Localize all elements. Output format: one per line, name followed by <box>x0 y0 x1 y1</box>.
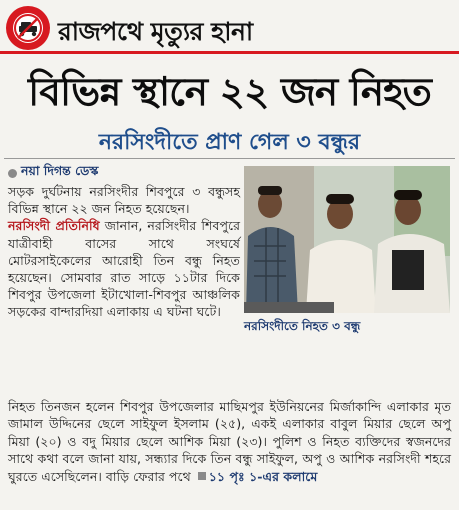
square-bullet-icon <box>198 472 206 480</box>
road-accident-logo-icon <box>6 6 50 50</box>
byline <box>8 163 98 183</box>
subheadline: নরসিংদীতে প্রাণ গেল ৩ বন্ধুর <box>98 130 361 155</box>
header-divider <box>0 51 459 54</box>
photo-caption: নরসিংদীতে নিহত ৩ বন্ধু <box>244 319 361 333</box>
paragraph-intro: সড়ক দুর্ঘটনায় নরসিংদীর শিবপুরে ৩ বন্ধুসহ বিভিন্ন স্থানে ২২ জন নিহত হয়েছেন। <box>8 184 240 217</box>
paragraph-report <box>8 217 240 320</box>
paragraph-victims <box>8 398 451 485</box>
reporter-lead: নরসিংদী প্রতিনিধি <box>8 218 100 234</box>
paragraph-report-text: জানান, নরসিংদীর শিবপুরে যাত্রীবাহী বাসের সাথে সংঘর্ষে মোটরসাইকেলের আরোহী তিন বন্ধু নিহত হয়েছেন। সোমবার রাত সাড়ে ১১টার দিকে শিবপুর উপজেলা ইটাখোলা-শিবপুর আঞ্চলিক সড়কের বান্দারদিয়া এলাকায় এ ঘটনা ঘটে। <box>8 218 241 320</box>
victims-photo <box>244 166 450 313</box>
bullet-icon <box>8 169 17 178</box>
article-column-left <box>8 183 240 321</box>
subhead-divider <box>4 158 455 159</box>
article-column-full <box>8 398 451 485</box>
paragraph-victims-text: নিহত তিনজন হলেন শিবপুর উপজেলার মাছিমপুর ইউনিয়নের মির্জাকান্দি এলাকার মৃত জামাল উদ্দিনের ছেলে সাইফুল ইসলাম (২৫), একই এলাকার বাবুল মিয়ার ছেলে অপু মিয়া (২০) ও বদু মিয়ার ছেলে আশিক মিয়া (২৩)। পুলিশ ও নিহত ব্যক্তিদের স্বজনদের সাথে কথা বলে জানা যায়, সন্ধ্যার দিকে তিন বন্ধু সাইফুল, অপু ও আশিক নরসিংদী শহরে ঘুরতে এসেছিলেন। বাড়ি ফেরার পথে <box>8 399 451 484</box>
continued-on-link[interactable]: ১১ পৃঃ ১-এর কলামে <box>208 468 318 484</box>
headline: বিভিন্ন স্থানে ২২ জন নিহত <box>28 70 431 115</box>
section-kicker: রাজপথে মৃত্যুর হানা <box>58 17 253 46</box>
byline-text: নয়া দিগন্ত ডেস্ক <box>21 163 99 178</box>
